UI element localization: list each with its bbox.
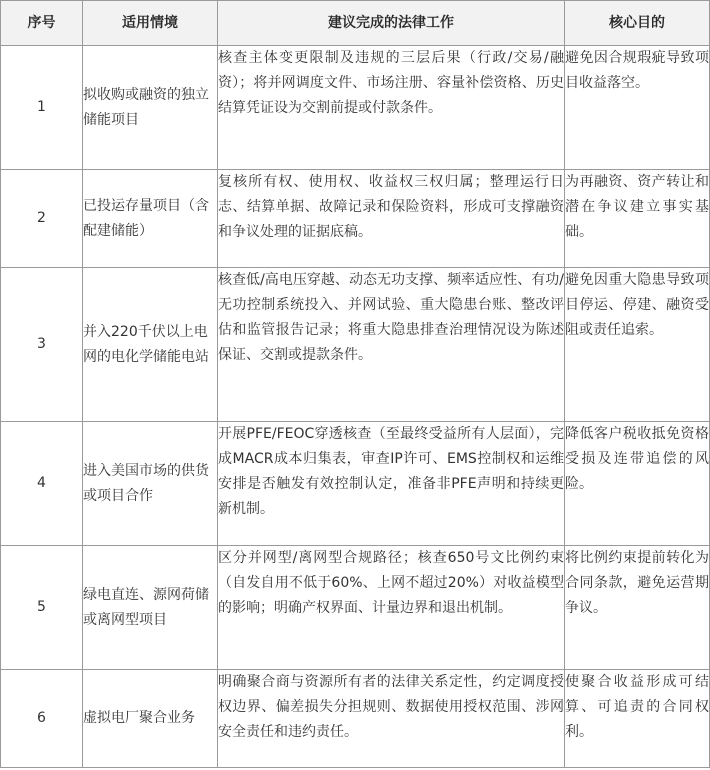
table-row (1, 670, 710, 768)
legal-work-cell: 核查主体变更限制及违规的三层后果（行政/交易/融资）；将并网调度文件、市场注册、容量补偿资格、历史结算凭证设为交割前提或付款条件。 (218, 46, 565, 170)
scenario-cell: 虚拟电厂聚合业务 (83, 670, 218, 768)
scenario-cell: 并入220千伏以上电网的电化学储能电站 (83, 268, 218, 422)
table-row (1, 170, 710, 268)
purpose-cell: 使聚合收益形成可结算、可追责的合同权利。 (565, 670, 710, 768)
purpose-cell: 将比例约束提前转化为合同条款，避免运营期争议。 (565, 546, 710, 670)
row-number: 3 (1, 268, 83, 422)
legal-work-cell: 核查低/高电压穿越、动态无功支撑、频率适应性、有功/无功控制系统投入、并网试验、重大隐患台账、整改评估和监管报告记录；将重大隐患排查治理情况设为陈述保证、交割或提款条件。 (218, 268, 565, 422)
header-scenario: 适用情境 (83, 1, 218, 46)
row-number: 2 (1, 170, 83, 268)
purpose-cell: 为再融资、资产转让和潜在争议建立事实基础。 (565, 170, 710, 268)
scenario-cell: 拟收购或融资的独立储能项目 (83, 46, 218, 170)
table-row (1, 268, 710, 422)
table-row (1, 546, 710, 670)
legal-work-cell: 开展PFE/FEOC穿透核查（至最终受益所有人层面），完成MACR成本归集表，审查IP许可、EMS控制权和运维安排是否触发有效控制认定，准备非PFE声明和持续更新机制。 (218, 422, 565, 546)
scenario-cell: 已投运存量项目（含配建储能） (83, 170, 218, 268)
purpose-cell: 降低客户税收抵免资格受损及连带追偿的风险。 (565, 422, 710, 546)
table-header-row (1, 1, 710, 46)
table-row (1, 422, 710, 546)
legal-work-cell: 明确聚合商与资源所有者的法律关系定性，约定调度授权边界、偏差损失分担规则、数据使用授权范围、涉网安全责任和违约责任。 (218, 670, 565, 768)
header-work: 建议完成的法律工作 (218, 1, 565, 46)
row-number: 4 (1, 422, 83, 546)
row-number: 5 (1, 546, 83, 670)
scenario-cell: 绿电直连、源网荷储或离网型项目 (83, 546, 218, 670)
legal-work-cell: 复核所有权、使用权、收益权三权归属；整理运行日志、结算单据、故障记录和保险资料，形成可支撑融资和争议处理的证据底稿。 (218, 170, 565, 268)
scenario-cell: 进入美国市场的供货或项目合作 (83, 422, 218, 546)
row-number: 6 (1, 670, 83, 768)
legal-work-cell: 区分并网型/离网型合规路径；核查650号文比例约束（自发自用不低于60%、上网不超过20%）对收益模型的影响；明确产权界面、计量边界和退出机制。 (218, 546, 565, 670)
table-row (1, 46, 710, 170)
purpose-cell: 避免因重大隐患导致项目停运、停建、融资受阻或责任追索。 (565, 268, 710, 422)
row-number: 1 (1, 46, 83, 170)
purpose-cell: 避免因合规瑕疵导致项目收益落空。 (565, 46, 710, 170)
header-purpose: 核心目的 (565, 1, 710, 46)
header-no: 序号 (1, 1, 83, 46)
